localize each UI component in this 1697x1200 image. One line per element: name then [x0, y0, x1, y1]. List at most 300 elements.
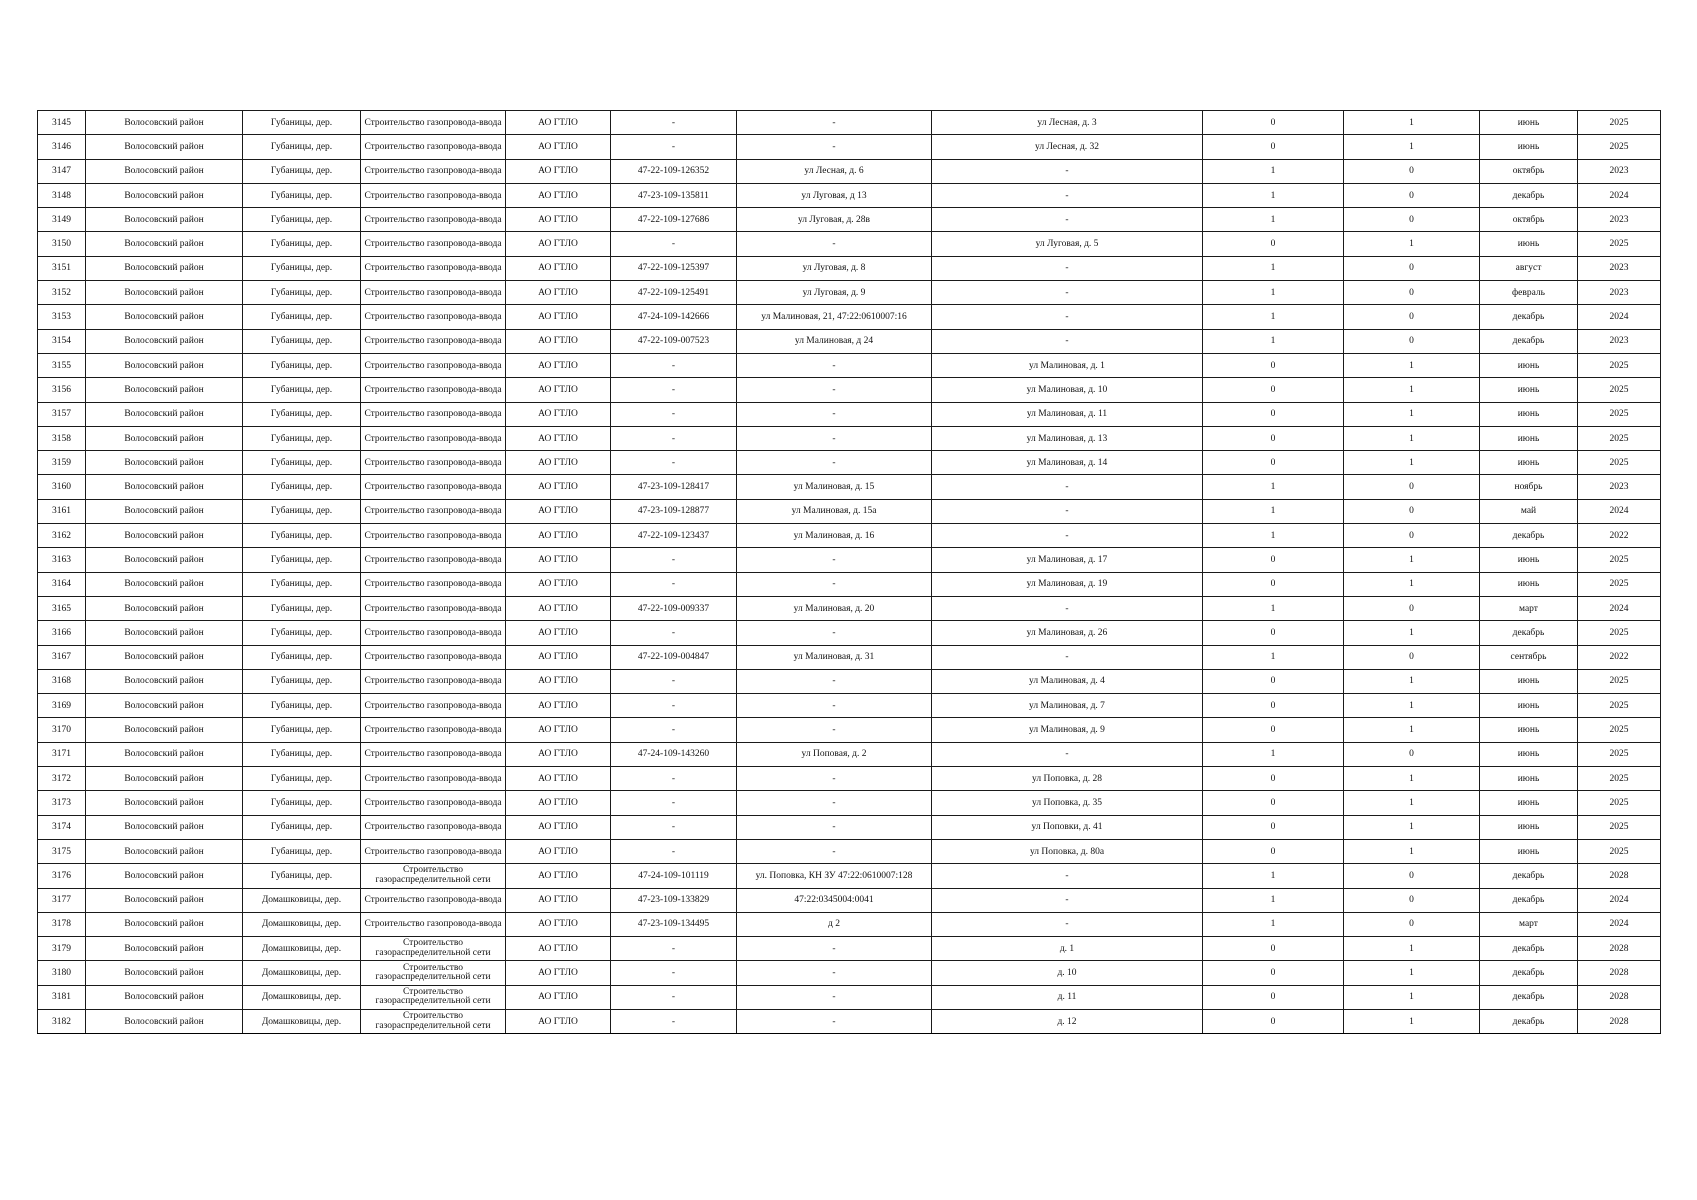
year-cell: 2025	[1578, 135, 1661, 159]
settlement-cell: Губаницы, дер.	[243, 378, 361, 402]
month-cell: декабрь	[1480, 524, 1578, 548]
address-cell: -	[737, 451, 932, 475]
application-number-cell: -	[611, 621, 737, 645]
year-cell: 2025	[1578, 402, 1661, 426]
operator-cell: АО ГТЛО	[506, 645, 611, 669]
application-number-cell: -	[611, 791, 737, 815]
planned-address-cell: -	[932, 159, 1203, 183]
count-a-cell: 1	[1203, 864, 1344, 888]
district-cell: Волосовский район	[86, 985, 243, 1009]
address-cell: ул Малиновая, д. 15а	[737, 499, 932, 523]
row-number-cell: 3164	[38, 572, 86, 596]
count-a-cell: 1	[1203, 208, 1344, 232]
application-number-cell: 47-22-109-125491	[611, 281, 737, 305]
count-a-cell: 0	[1203, 232, 1344, 256]
year-cell: 2025	[1578, 232, 1661, 256]
row-number-cell: 3175	[38, 839, 86, 863]
year-cell: 2025	[1578, 451, 1661, 475]
work-type-cell: Строительство газопровода-ввода	[361, 499, 506, 523]
table-row	[38, 937, 1661, 961]
application-number-cell: -	[611, 426, 737, 450]
count-a-cell: 0	[1203, 961, 1344, 985]
address-cell: -	[737, 961, 932, 985]
table-row	[38, 329, 1661, 353]
row-number-cell: 3177	[38, 888, 86, 912]
planned-address-cell: ул Малиновая, д. 7	[932, 694, 1203, 718]
count-a-cell: 0	[1203, 451, 1344, 475]
operator-cell: АО ГТЛО	[506, 402, 611, 426]
settlement-cell: Домашковицы, дер.	[243, 1009, 361, 1033]
count-a-cell: 0	[1203, 694, 1344, 718]
row-number-cell: 3162	[38, 524, 86, 548]
application-number-cell: -	[611, 232, 737, 256]
work-type-cell: Строительство газопровода-ввода	[361, 888, 506, 912]
district-cell: Волосовский район	[86, 426, 243, 450]
year-cell: 2025	[1578, 718, 1661, 742]
month-cell: октябрь	[1480, 159, 1578, 183]
planned-address-cell: ул Поповка, д. 35	[932, 791, 1203, 815]
planned-address-cell: -	[932, 888, 1203, 912]
count-b-cell: 1	[1344, 548, 1480, 572]
year-cell: 2022	[1578, 524, 1661, 548]
work-type-cell: Строительство газопровода-ввода	[361, 305, 506, 329]
address-cell: -	[737, 402, 932, 426]
operator-cell: АО ГТЛО	[506, 694, 611, 718]
month-cell: июнь	[1480, 718, 1578, 742]
count-a-cell: 0	[1203, 815, 1344, 839]
district-cell: Волосовский район	[86, 111, 243, 135]
address-cell: -	[737, 985, 932, 1009]
count-b-cell: 1	[1344, 1009, 1480, 1033]
work-type-cell: Строительство газопровода-ввода	[361, 742, 506, 766]
application-number-cell: 47-22-109-125397	[611, 256, 737, 280]
district-cell: Волосовский район	[86, 208, 243, 232]
planned-address-cell: ул Малиновая, д. 17	[932, 548, 1203, 572]
count-a-cell: 0	[1203, 791, 1344, 815]
month-cell: декабрь	[1480, 183, 1578, 207]
row-number-cell: 3179	[38, 937, 86, 961]
year-cell: 2022	[1578, 645, 1661, 669]
count-b-cell: 1	[1344, 111, 1480, 135]
year-cell: 2028	[1578, 937, 1661, 961]
operator-cell: АО ГТЛО	[506, 888, 611, 912]
month-cell: июнь	[1480, 135, 1578, 159]
settlement-cell: Губаницы, дер.	[243, 524, 361, 548]
work-type-cell: Строительство газопровода-ввода	[361, 281, 506, 305]
work-type-cell: Строительство газопровода-ввода	[361, 402, 506, 426]
month-cell: июнь	[1480, 111, 1578, 135]
table-row	[38, 159, 1661, 183]
settlement-cell: Губаницы, дер.	[243, 791, 361, 815]
operator-cell: АО ГТЛО	[506, 596, 611, 620]
settlement-cell: Губаницы, дер.	[243, 135, 361, 159]
count-b-cell: 0	[1344, 159, 1480, 183]
settlement-cell: Домашковицы, дер.	[243, 912, 361, 936]
work-type-cell: Строительство газопровода-ввода	[361, 669, 506, 693]
count-b-cell: 1	[1344, 815, 1480, 839]
district-cell: Волосовский район	[86, 548, 243, 572]
work-type-cell: Строительство газопровода-ввода	[361, 621, 506, 645]
table-row	[38, 499, 1661, 523]
work-type-cell: Строительство газораспределительной сети	[361, 864, 506, 888]
address-cell: ул Луговая, д. 8	[737, 256, 932, 280]
district-cell: Волосовский район	[86, 1009, 243, 1033]
work-type-cell: Строительство газопровода-ввода	[361, 912, 506, 936]
address-cell: 47:22:0345004:0041	[737, 888, 932, 912]
application-number-cell: -	[611, 1009, 737, 1033]
year-cell: 2023	[1578, 329, 1661, 353]
district-cell: Волосовский район	[86, 159, 243, 183]
month-cell: июнь	[1480, 548, 1578, 572]
table-row	[38, 1009, 1661, 1033]
month-cell: июнь	[1480, 839, 1578, 863]
application-number-cell: 47-23-109-134495	[611, 912, 737, 936]
table-row	[38, 888, 1661, 912]
row-number-cell: 3153	[38, 305, 86, 329]
planned-address-cell: -	[932, 475, 1203, 499]
month-cell: декабрь	[1480, 305, 1578, 329]
settlement-cell: Губаницы, дер.	[243, 499, 361, 523]
year-cell: 2025	[1578, 572, 1661, 596]
row-number-cell: 3149	[38, 208, 86, 232]
year-cell: 2023	[1578, 281, 1661, 305]
row-number-cell: 3146	[38, 135, 86, 159]
year-cell: 2024	[1578, 888, 1661, 912]
address-cell: ул Поповая, д. 2	[737, 742, 932, 766]
count-a-cell: 0	[1203, 985, 1344, 1009]
planned-address-cell: ул Малиновая, д. 19	[932, 572, 1203, 596]
address-cell: -	[737, 767, 932, 791]
year-cell: 2025	[1578, 548, 1661, 572]
planned-address-cell: ул Малиновая, д. 14	[932, 451, 1203, 475]
count-b-cell: 0	[1344, 524, 1480, 548]
count-a-cell: 1	[1203, 475, 1344, 499]
application-number-cell: 47-23-109-128877	[611, 499, 737, 523]
district-cell: Волосовский район	[86, 256, 243, 280]
month-cell: март	[1480, 912, 1578, 936]
application-number-cell: -	[611, 353, 737, 377]
district-cell: Волосовский район	[86, 839, 243, 863]
row-number-cell: 3148	[38, 183, 86, 207]
count-a-cell: 0	[1203, 353, 1344, 377]
month-cell: июнь	[1480, 694, 1578, 718]
year-cell: 2025	[1578, 111, 1661, 135]
settlement-cell: Губаницы, дер.	[243, 767, 361, 791]
settlement-cell: Губаницы, дер.	[243, 864, 361, 888]
year-cell: 2025	[1578, 378, 1661, 402]
work-type-cell: Строительство газопровода-ввода	[361, 426, 506, 450]
settlement-cell: Губаницы, дер.	[243, 111, 361, 135]
operator-cell: АО ГТЛО	[506, 353, 611, 377]
address-cell: д 2	[737, 912, 932, 936]
count-b-cell: 0	[1344, 183, 1480, 207]
settlement-cell: Губаницы, дер.	[243, 694, 361, 718]
work-type-cell: Строительство газопровода-ввода	[361, 353, 506, 377]
count-a-cell: 1	[1203, 596, 1344, 620]
address-cell: -	[737, 839, 932, 863]
row-number-cell: 3165	[38, 596, 86, 620]
month-cell: июнь	[1480, 742, 1578, 766]
planned-address-cell: ул Поповка, д. 28	[932, 767, 1203, 791]
month-cell: июнь	[1480, 572, 1578, 596]
work-type-cell: Строительство газопровода-ввода	[361, 839, 506, 863]
year-cell: 2025	[1578, 742, 1661, 766]
year-cell: 2023	[1578, 159, 1661, 183]
table-row	[38, 912, 1661, 936]
planned-address-cell: -	[932, 596, 1203, 620]
operator-cell: АО ГТЛО	[506, 572, 611, 596]
planned-address-cell: -	[932, 305, 1203, 329]
row-number-cell: 3169	[38, 694, 86, 718]
work-type-cell: Строительство газопровода-ввода	[361, 183, 506, 207]
operator-cell: АО ГТЛО	[506, 718, 611, 742]
operator-cell: АО ГТЛО	[506, 135, 611, 159]
count-b-cell: 1	[1344, 572, 1480, 596]
address-cell: ул Луговая, д. 28в	[737, 208, 932, 232]
operator-cell: АО ГТЛО	[506, 864, 611, 888]
count-a-cell: 0	[1203, 1009, 1344, 1033]
district-cell: Волосовский район	[86, 572, 243, 596]
operator-cell: АО ГТЛО	[506, 669, 611, 693]
address-cell: ул Малиновая, д 24	[737, 329, 932, 353]
work-type-cell: Строительство газопровода-ввода	[361, 232, 506, 256]
work-type-cell: Строительство газопровода-ввода	[361, 767, 506, 791]
count-a-cell: 1	[1203, 281, 1344, 305]
count-a-cell: 0	[1203, 621, 1344, 645]
count-b-cell: 0	[1344, 742, 1480, 766]
operator-cell: АО ГТЛО	[506, 839, 611, 863]
table-row	[38, 645, 1661, 669]
row-number-cell: 3180	[38, 961, 86, 985]
district-cell: Волосовский район	[86, 305, 243, 329]
district-cell: Волосовский район	[86, 135, 243, 159]
table-row	[38, 864, 1661, 888]
address-cell: ул Лесная, д. 6	[737, 159, 932, 183]
application-number-cell: -	[611, 937, 737, 961]
count-a-cell: 1	[1203, 645, 1344, 669]
row-number-cell: 3152	[38, 281, 86, 305]
settlement-cell: Губаницы, дер.	[243, 353, 361, 377]
district-cell: Волосовский район	[86, 645, 243, 669]
application-number-cell: 47-24-109-101119	[611, 864, 737, 888]
planned-address-cell: д. 1	[932, 937, 1203, 961]
row-number-cell: 3171	[38, 742, 86, 766]
year-cell: 2028	[1578, 961, 1661, 985]
planned-address-cell: ул Малиновая, д. 9	[932, 718, 1203, 742]
table-row	[38, 961, 1661, 985]
table-row	[38, 111, 1661, 135]
work-type-cell: Строительство газопровода-ввода	[361, 815, 506, 839]
settlement-cell: Губаницы, дер.	[243, 718, 361, 742]
row-number-cell: 3156	[38, 378, 86, 402]
table-row	[38, 402, 1661, 426]
count-b-cell: 1	[1344, 353, 1480, 377]
month-cell: октябрь	[1480, 208, 1578, 232]
operator-cell: АО ГТЛО	[506, 159, 611, 183]
row-number-cell: 3166	[38, 621, 86, 645]
settlement-cell: Губаницы, дер.	[243, 669, 361, 693]
district-cell: Волосовский район	[86, 912, 243, 936]
count-b-cell: 0	[1344, 888, 1480, 912]
year-cell: 2028	[1578, 864, 1661, 888]
year-cell: 2025	[1578, 791, 1661, 815]
month-cell: март	[1480, 596, 1578, 620]
year-cell: 2028	[1578, 1009, 1661, 1033]
year-cell: 2025	[1578, 839, 1661, 863]
row-number-cell: 3151	[38, 256, 86, 280]
table-row	[38, 232, 1661, 256]
count-b-cell: 1	[1344, 402, 1480, 426]
district-cell: Волосовский район	[86, 694, 243, 718]
operator-cell: АО ГТЛО	[506, 426, 611, 450]
address-cell: ул Луговая, д. 9	[737, 281, 932, 305]
table-row	[38, 353, 1661, 377]
table-row	[38, 183, 1661, 207]
district-cell: Волосовский район	[86, 621, 243, 645]
count-a-cell: 0	[1203, 111, 1344, 135]
row-number-cell: 3154	[38, 329, 86, 353]
table-row	[38, 694, 1661, 718]
application-number-cell: 47-22-109-004847	[611, 645, 737, 669]
planned-address-cell: ул Малиновая, д. 4	[932, 669, 1203, 693]
planned-address-cell: -	[932, 281, 1203, 305]
month-cell: июнь	[1480, 353, 1578, 377]
work-type-cell: Строительство газопровода-ввода	[361, 718, 506, 742]
count-a-cell: 1	[1203, 888, 1344, 912]
planned-address-cell: ул Лесная, д. 3	[932, 111, 1203, 135]
count-b-cell: 0	[1344, 329, 1480, 353]
year-cell: 2025	[1578, 815, 1661, 839]
row-number-cell: 3174	[38, 815, 86, 839]
district-cell: Волосовский район	[86, 378, 243, 402]
count-b-cell: 0	[1344, 281, 1480, 305]
work-type-cell: Строительство газопровода-ввода	[361, 524, 506, 548]
address-cell: -	[737, 1009, 932, 1033]
operator-cell: АО ГТЛО	[506, 256, 611, 280]
count-a-cell: 0	[1203, 937, 1344, 961]
application-number-cell: -	[611, 815, 737, 839]
planned-address-cell: -	[932, 912, 1203, 936]
settlement-cell: Губаницы, дер.	[243, 208, 361, 232]
district-cell: Волосовский район	[86, 524, 243, 548]
row-number-cell: 3178	[38, 912, 86, 936]
address-cell: ул. Поповка, КН ЗУ 47:22:0610007:128	[737, 864, 932, 888]
application-number-cell: 47-24-109-143260	[611, 742, 737, 766]
month-cell: декабрь	[1480, 1009, 1578, 1033]
count-a-cell: 1	[1203, 256, 1344, 280]
district-cell: Волосовский район	[86, 232, 243, 256]
work-type-cell: Строительство газопровода-ввода	[361, 548, 506, 572]
gasification-schedule-table	[37, 110, 1661, 1034]
month-cell: июнь	[1480, 451, 1578, 475]
district-cell: Волосовский район	[86, 767, 243, 791]
count-b-cell: 1	[1344, 135, 1480, 159]
count-b-cell: 1	[1344, 961, 1480, 985]
year-cell: 2024	[1578, 912, 1661, 936]
district-cell: Волосовский район	[86, 937, 243, 961]
count-a-cell: 0	[1203, 669, 1344, 693]
month-cell: декабрь	[1480, 961, 1578, 985]
table-row	[38, 621, 1661, 645]
settlement-cell: Губаницы, дер.	[243, 596, 361, 620]
district-cell: Волосовский район	[86, 888, 243, 912]
table-row	[38, 256, 1661, 280]
table-row	[38, 572, 1661, 596]
settlement-cell: Губаницы, дер.	[243, 402, 361, 426]
year-cell: 2025	[1578, 767, 1661, 791]
table-row	[38, 815, 1661, 839]
count-b-cell: 0	[1344, 864, 1480, 888]
district-cell: Волосовский район	[86, 402, 243, 426]
row-number-cell: 3150	[38, 232, 86, 256]
application-number-cell: 47-22-109-007523	[611, 329, 737, 353]
application-number-cell: 47-22-109-009337	[611, 596, 737, 620]
work-type-cell: Строительство газопровода-ввода	[361, 135, 506, 159]
planned-address-cell: -	[932, 645, 1203, 669]
year-cell: 2024	[1578, 499, 1661, 523]
month-cell: июнь	[1480, 767, 1578, 791]
settlement-cell: Губаницы, дер.	[243, 475, 361, 499]
operator-cell: АО ГТЛО	[506, 232, 611, 256]
count-b-cell: 1	[1344, 791, 1480, 815]
district-cell: Волосовский район	[86, 353, 243, 377]
row-number-cell: 3173	[38, 791, 86, 815]
address-cell: -	[737, 426, 932, 450]
settlement-cell: Губаницы, дер.	[243, 183, 361, 207]
row-number-cell: 3172	[38, 767, 86, 791]
settlement-cell: Губаницы, дер.	[243, 839, 361, 863]
count-b-cell: 1	[1344, 378, 1480, 402]
count-a-cell: 0	[1203, 402, 1344, 426]
table-row	[38, 548, 1661, 572]
count-b-cell: 1	[1344, 694, 1480, 718]
year-cell: 2023	[1578, 256, 1661, 280]
planned-address-cell: ул Малиновая, д. 26	[932, 621, 1203, 645]
year-cell: 2025	[1578, 426, 1661, 450]
settlement-cell: Губаницы, дер.	[243, 159, 361, 183]
count-b-cell: 0	[1344, 475, 1480, 499]
count-a-cell: 0	[1203, 378, 1344, 402]
row-number-cell: 3157	[38, 402, 86, 426]
planned-address-cell: -	[932, 208, 1203, 232]
row-number-cell: 3170	[38, 718, 86, 742]
work-type-cell: Строительство газопровода-ввода	[361, 572, 506, 596]
row-number-cell: 3161	[38, 499, 86, 523]
count-a-cell: 1	[1203, 183, 1344, 207]
settlement-cell: Домашковицы, дер.	[243, 985, 361, 1009]
row-number-cell: 3163	[38, 548, 86, 572]
work-type-cell: Строительство газопровода-ввода	[361, 256, 506, 280]
row-number-cell: 3145	[38, 111, 86, 135]
count-b-cell: 1	[1344, 426, 1480, 450]
operator-cell: АО ГТЛО	[506, 499, 611, 523]
table-row	[38, 208, 1661, 232]
month-cell: декабрь	[1480, 329, 1578, 353]
application-number-cell: -	[611, 718, 737, 742]
application-number-cell: -	[611, 669, 737, 693]
planned-address-cell: ул Малиновая, д. 10	[932, 378, 1203, 402]
count-b-cell: 0	[1344, 499, 1480, 523]
count-a-cell: 1	[1203, 159, 1344, 183]
table-row	[38, 767, 1661, 791]
count-b-cell: 0	[1344, 208, 1480, 232]
planned-address-cell: -	[932, 742, 1203, 766]
application-number-cell: 47-23-109-128417	[611, 475, 737, 499]
address-cell: ул Малиновая, д. 15	[737, 475, 932, 499]
address-cell: -	[737, 937, 932, 961]
year-cell: 2025	[1578, 669, 1661, 693]
application-number-cell: -	[611, 961, 737, 985]
